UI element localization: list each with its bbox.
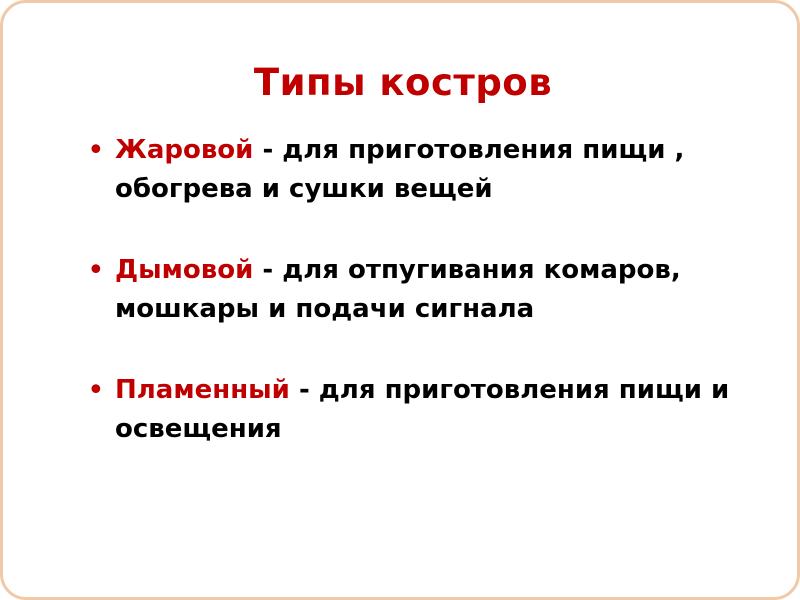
list-item-text [115, 371, 741, 449]
list-item [81, 131, 741, 209]
list-item-text [115, 251, 741, 329]
list-item-term: Пламенный [115, 375, 290, 405]
bullet-list [81, 131, 741, 491]
bullet-point-icon: • [87, 253, 105, 288]
list-item-term: Дымовой [115, 255, 254, 285]
bullet-point-icon: • [87, 133, 105, 168]
list-item-description: - для отпугивания комаров, мошкары и подачи сигнала [115, 255, 681, 324]
list-item [81, 251, 741, 329]
list-item-description: - для приготовления пищи и освещения [115, 375, 730, 444]
list-item-text [115, 131, 741, 209]
list-item-description: - для приготовления пищи , обогрева и сушки вещей [115, 135, 685, 204]
list-item-term: Жаровой [115, 135, 254, 165]
list-item [81, 371, 741, 449]
bullet-point-icon: • [87, 373, 105, 408]
page-title: Типы костров [253, 61, 553, 104]
